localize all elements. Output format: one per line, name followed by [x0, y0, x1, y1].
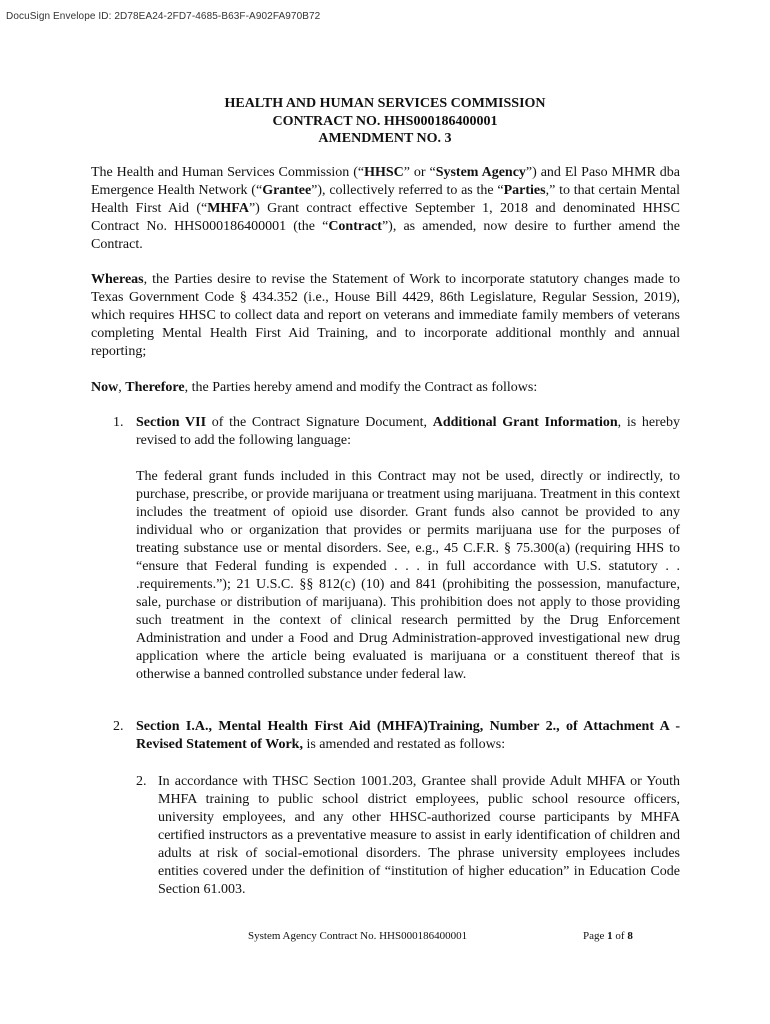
item-2-intro: Section I.A., Mental Health First Aid (MHFA)Training, Number 2., of Attachment A - Revised Statement of Work, is amended and restated as follows:	[136, 719, 680, 752]
heading-agency: HEALTH AND HUMAN SERVICES COMMISSION	[224, 96, 546, 111]
item-1-intro: Section VII of the Contract Signature Document, Additional Grant Information, is hereby revised to add the following language:	[136, 415, 680, 448]
docusign-envelope-id: DocuSign Envelope ID: 2D78EA24-2FD7-4685-B63F-A902FA970B72	[6, 11, 321, 22]
item-1-body: The federal grant funds included in this Contract may not be used, directly or indirectly, to purchase, prescribe, or provide marijuana or treatment using marijuana. Treatment in this context includes the treatment of opioid use disorder. Grant funds also cannot be provided to any individual who or organization that provides or permits marijuana use for the purposes of treating substance use or mental disorders. See, e.g., 45 C.F.R. § 75.300(a) (requiring HHS to “ensure that Federal funding is expended . . . in full accordance with U.S. statutory . . .requirements.”); 21 U.S.C. §§ 812(c) (10) and 841 (prohibiting the possession, manufacture, sale, purchase or distribution of marijuana). This prohibition does not apply to those providing such treatment in the context of clinical research permitted by the Drug Enforcement Administration and under a Food and Drug Administration-approved investigational new drug application where the article being evaluated is marijuana or a constituent thereof that is otherwise a banned controlled substance under federal law.	[136, 469, 680, 682]
heading-amendment-number: AMENDMENT NO. 3	[318, 131, 452, 146]
item-2-subitem	[136, 773, 680, 899]
amendment-item-2	[113, 718, 680, 898]
footer-page-number: Page 1 of 8	[583, 930, 633, 942]
item-2-number: 2.	[113, 719, 124, 734]
now-therefore-paragraph: Now, Therefore, the Parties hereby amend and modify the Contract as follows:	[91, 380, 538, 395]
subitem-text: In accordance with THSC Section 1001.203, Grantee shall provide Adult MHFA or Youth MHFA training to public school district employees, public school resource officers, university employees, and any other HHSC-authorized course participants by MHFA certified instructors as a preventative measure to assist in early identification of children and adults at risk of social-emotional disorders. The phrase university employees includes entities covered under the definition of “institution of higher education” in Education Code Section 61.003.	[158, 774, 680, 897]
intro-paragraph: The Health and Human Services Commission (“HHSC” or “System Agency”) and El Paso MHMR dba Emergence Health Network (“Grantee”), collectively referred to as the “Parties,” to that certain Mental Health First Aid (“MHFA”) Grant contract effective September 1, 2018 and denominated HHSC Contract No. HHS000186400001 (the “Contract”), as amended, now desire to further amend the Contract.	[91, 165, 681, 252]
heading-contract-number: CONTRACT NO. HHS000186400001	[272, 113, 498, 129]
document-heading	[0, 95, 770, 148]
amendment-item-1	[113, 414, 680, 704]
subitem-number: 2.	[136, 774, 147, 789]
footer-contract-number: System Agency Contract No. HHS000186400001	[248, 930, 468, 942]
item-1-number: 1.	[113, 415, 124, 430]
whereas-paragraph: Whereas, the Parties desire to revise the Statement of Work to incorporate statutory changes made to Texas Government Code § 434.352 (i.e., House Bill 4429, 86th Legislature, Regular Session, 2019), which requires HHSC to collect data and report on veterans and immediate family members of veterans completing Mental Health First Aid Training, and to incorporate additional monthly and annual reporting;	[91, 272, 680, 359]
